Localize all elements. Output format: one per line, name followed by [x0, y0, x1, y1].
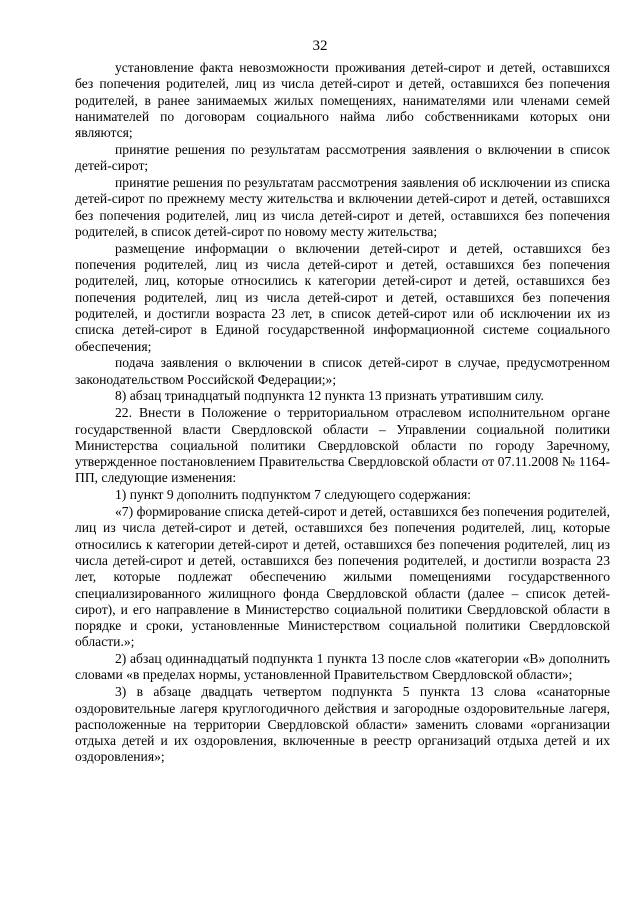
paragraph-7: 22. Внести в Положение о территориальном отраслевом исполнительном органе государственной власти Свердловской области – Управлении социальной политики Министерства социальной политики Свердловской области по городу Заречному, утвержденное постановлением Правительства Свердловской области от 07.11.2008 № 1164-ПП, следующие изменения:	[75, 405, 610, 486]
paragraph-8: 1) пункт 9 дополнить подпунктом 7 следующего содержания:	[115, 487, 472, 503]
paragraph-6: 8) абзац тринадцатый подпункта 12 пункта 13 признать утратившим силу.	[115, 388, 544, 404]
paragraph-11: 3) в абзаце двадцать четвертом подпункта 5 пункта 13 слова «санаторные оздоровительные лагеря круглогодичного действия и загородные оздоровительные лагеря, расположенные на территории Свердловской области» заменить словами «организации отдыха детей и их оздоровления, включенные в реестр организаций отдыха детей и их оздоровления»;	[75, 684, 610, 765]
paragraph-5: подача заявления о включении в список детей-сирот в случае, предусмотренном законодательством Российской Федерации;»;	[75, 355, 610, 387]
paragraph-3: принятие решения по результатам рассмотрения заявления об исключении из списка детей-сирот по прежнему месту жительства и включении детей-сирот и детей, оставшихся без попечения родителей, лиц из числа детей-сирот и детей, оставшихся без попечения родителей, в список детей-сирот по новому месту жительства;	[75, 175, 610, 239]
paragraph-9: «7) формирование списка детей-сирот и детей, оставшихся без попечения родителей, лиц из числа детей-сирот и детей, оставшихся без попечения родителей, лиц, которые относились к категории детей-сирот и детей, оставшихся без попечения родителей, лиц из числа детей-сирот и детей, оставшихся без попечения родителей, и достигли возраста 23 лет, которые подлежат обеспечению жилыми помещениями государственного специализированного жилищного фонда Свердловской области (далее – список детей-сирот), и его направление в Министерство социальной политики Свердловской области в порядке и сроки, установленные Министерством социальной политики Свердловской области.»;	[75, 504, 610, 650]
paragraph-2: принятие решения по результатам рассмотрения заявления о включении в список детей-сирот;	[75, 141, 610, 174]
paragraph-10: 2) абзац одиннадцатый подпункта 1 пункта 13 после слов «категории «В» дополнить словами «в пределах нормы, установленной Правительством Свердловской области»;	[75, 651, 610, 683]
page-number: 32	[312, 38, 328, 54]
document-body	[75, 60, 610, 766]
paragraph-4: размещение информации о включении детей-сирот и детей, оставшихся без попечения родителей, лиц из числа детей-сирот и детей, оставшихся без попечения родителей, лиц, которые относились к категории детей-сирот и детей, оставшихся без попечения родителей, лиц из числа детей-сирот и детей, оставшихся без попечения родителей, и достигли возраста 23 лет, в список детей-сирот или об исключении их из списка детей-сирот в Единой государственной информационной системе социального обеспечения;	[75, 240, 610, 354]
paragraph-1: установление факта невозможности проживания детей-сирот и детей, оставшихся без попечения родителей, лиц из числа детей-сирот и детей, оставшихся без попечения родителей, в ранее занимаемых жилых помещениях, нанимателями или членами семей нанимателей по договорам социального найма либо собственниками которых они являются;	[75, 60, 610, 141]
